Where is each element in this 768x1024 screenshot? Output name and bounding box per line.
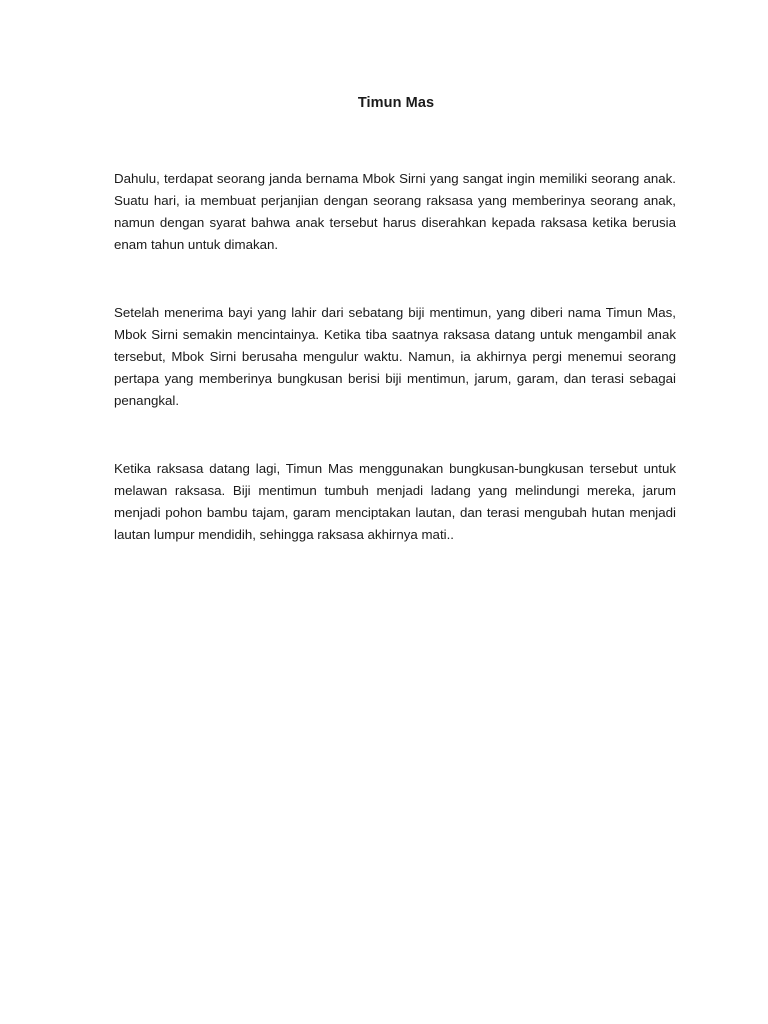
paragraph-1: Dahulu, terdapat seorang janda bernama Mbok Sirni yang sangat ingin memiliki seorang anak. Suatu hari, ia membuat perjanjian dengan seorang raksasa yang memberinya seorang anak, namun dengan syarat bahwa anak tersebut harus diserahkan kepada raksasa ketika berusia enam tahun untuk dimakan. <box>114 171 676 252</box>
paragraph-3: Ketika raksasa datang lagi, Timun Mas menggunakan bungkusan-bungkusan tersebut untuk melawan raksasa. Biji mentimun tumbuh menjadi ladang yang melindungi mereka, jarum menjadi pohon bambu tajam, garam menciptakan lautan, dan terasi mengubah hutan menjadi lautan lumpur mendidih, sehingga raksasa akhirnya mati.. <box>114 461 676 542</box>
document-title: Timun Mas <box>357 95 435 111</box>
paragraph-2: Setelah menerima bayi yang lahir dari sebatang biji mentimun, yang diberi nama Timun Mas, Mbok Sirni semakin mencintainya. Ketika tiba saatnya raksasa datang untuk mengambil anak tersebut, Mbok Sirni berusaha mengulur waktu. Namun, ia akhirnya pergi menemui seorang pertapa yang memberinya bungkusan berisi biji mentimun, jarum, garam, dan terasi sebagai penangkal. <box>114 305 676 408</box>
